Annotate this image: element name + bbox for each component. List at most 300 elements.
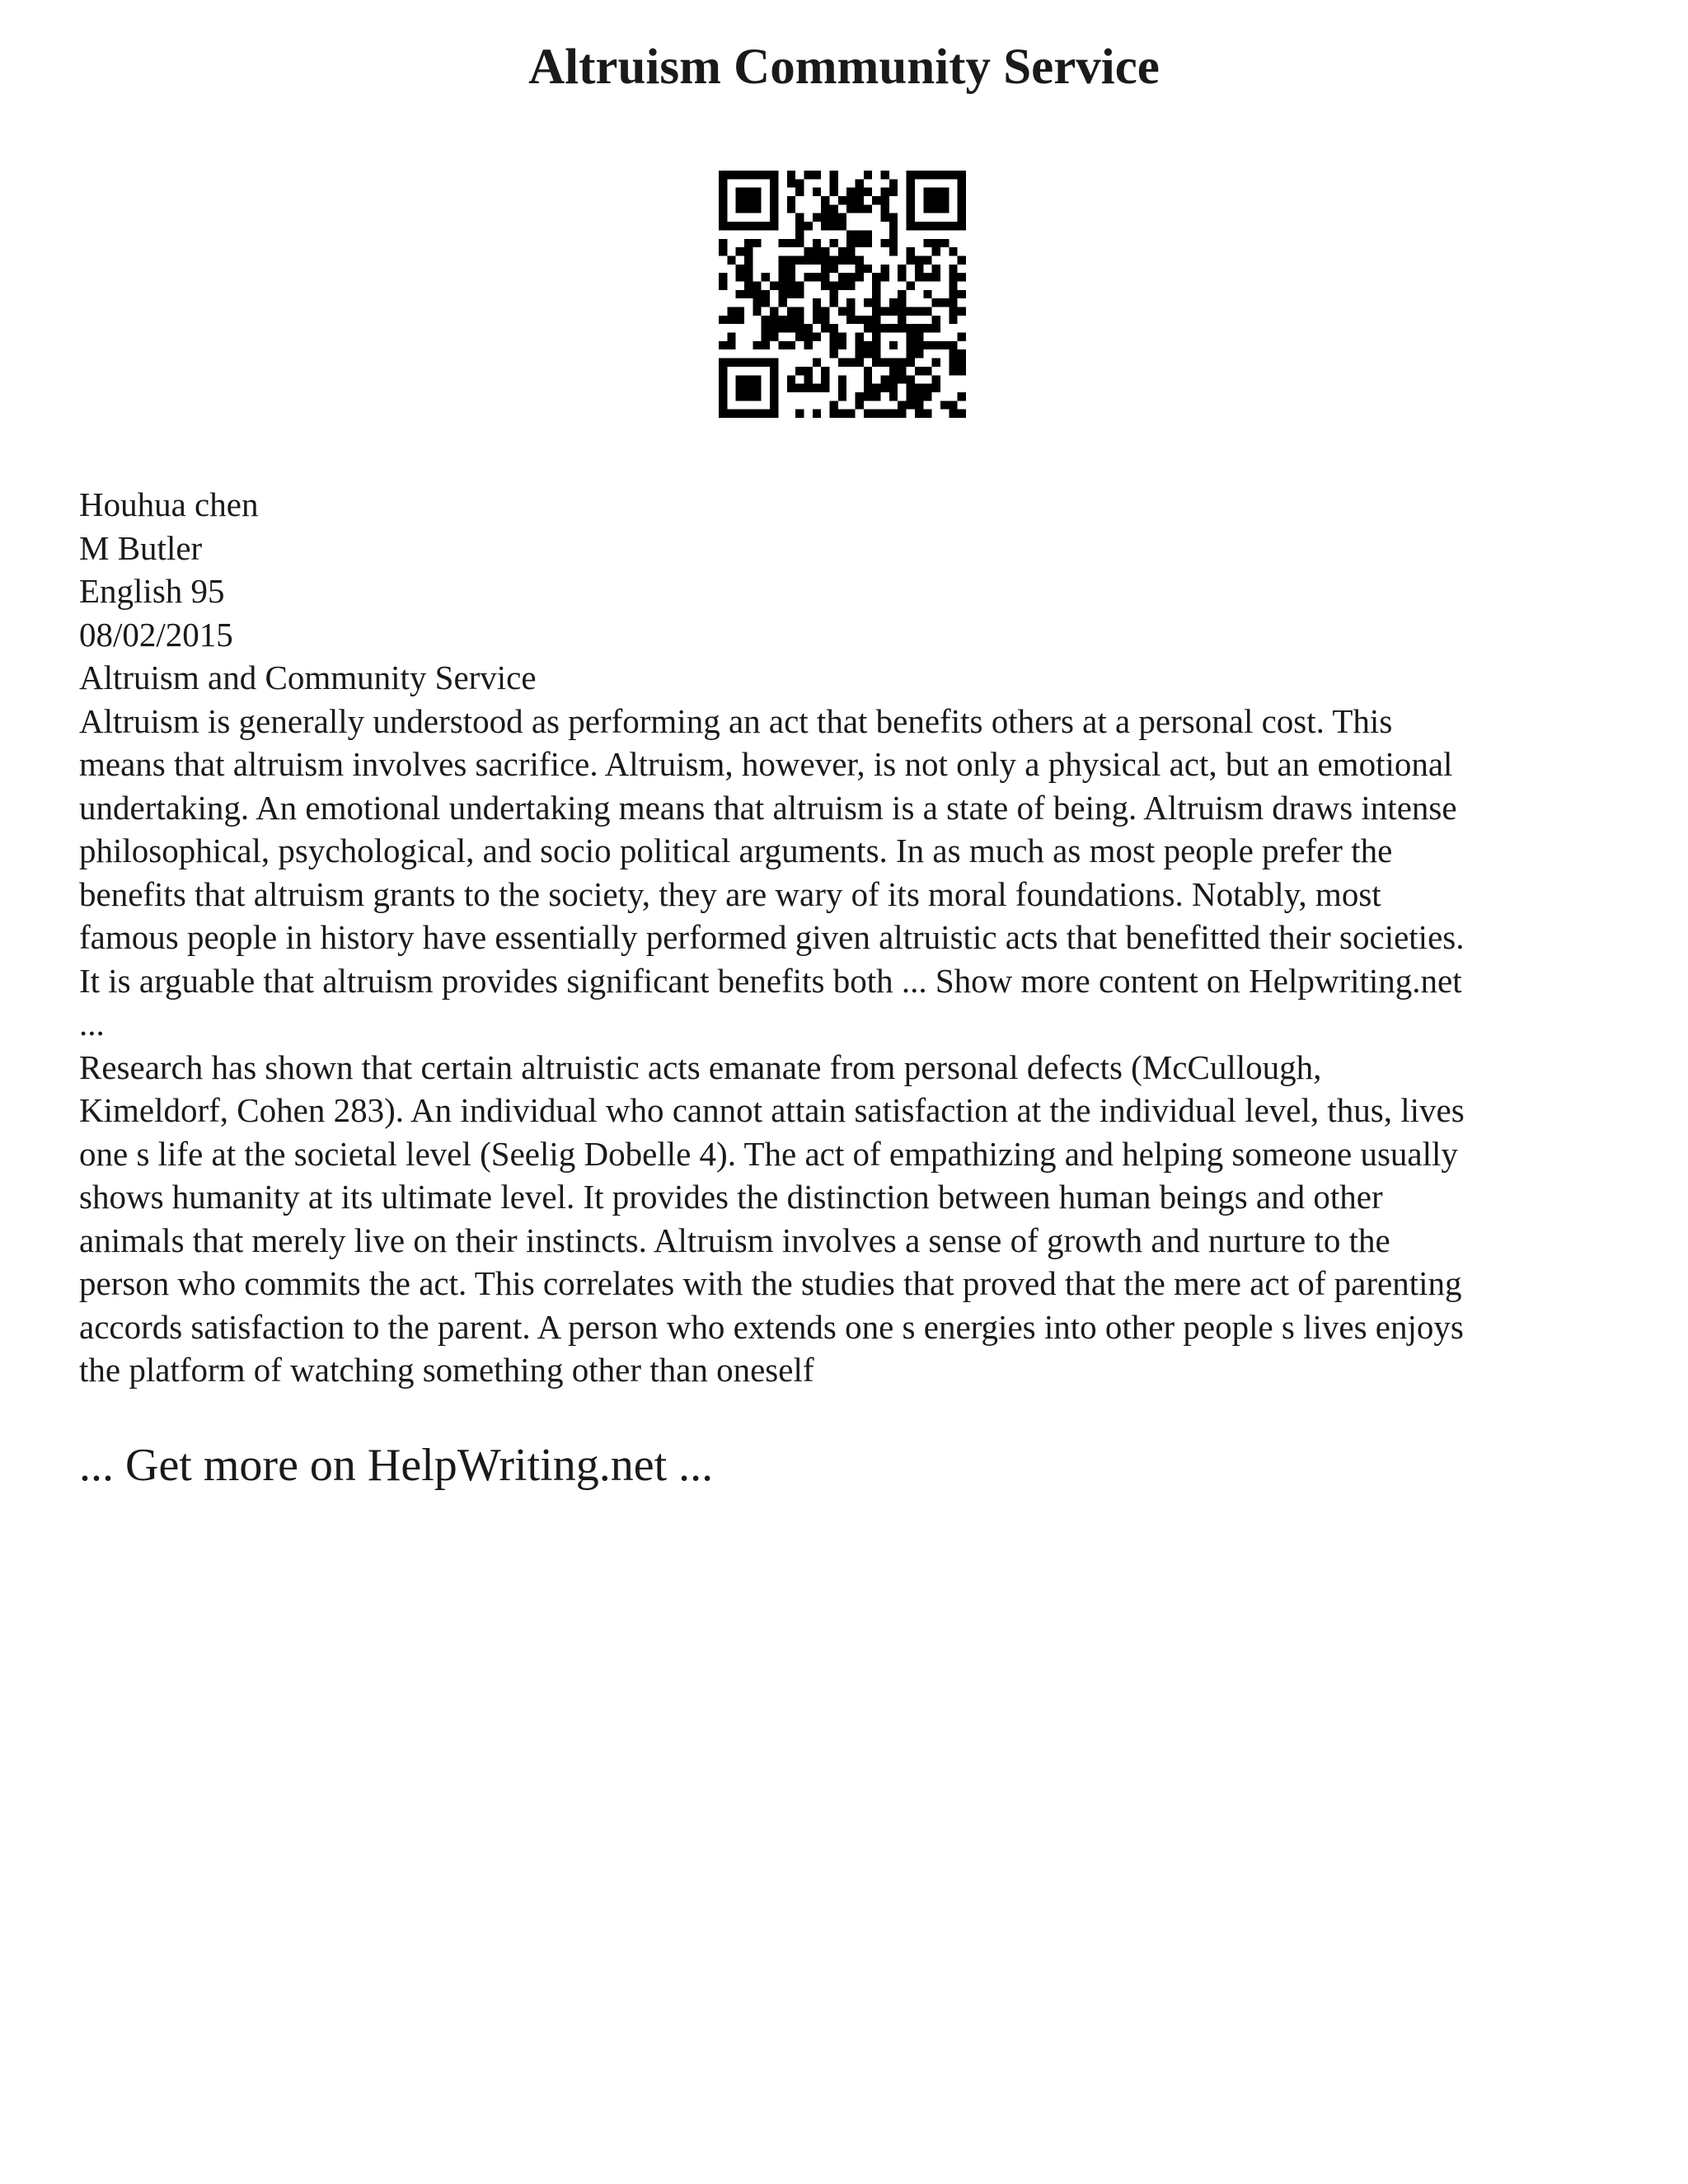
qr-module (932, 222, 940, 230)
qr-module (719, 247, 727, 255)
qr-module (829, 222, 837, 230)
qr-module (864, 384, 872, 392)
qr-module (856, 316, 864, 324)
qr-module (753, 204, 761, 213)
qr-module (958, 255, 966, 264)
qr-module (744, 204, 753, 213)
qr-module (907, 384, 915, 392)
qr-module (744, 196, 753, 204)
qr-module (889, 384, 898, 392)
qr-module (727, 316, 735, 324)
qr-module (838, 255, 846, 264)
qr-module (898, 265, 906, 273)
paragraph-1-line: Altruism is generally understood as performing an act that benefits others at a personal cost. This (79, 701, 1393, 740)
qr-module (804, 367, 812, 375)
qr-module (864, 410, 872, 418)
qr-module (856, 188, 864, 196)
qr-module (719, 392, 727, 401)
qr-module (795, 255, 804, 264)
qr-module (881, 188, 889, 196)
qr-module (719, 222, 727, 230)
qr-module (795, 281, 804, 289)
qr-module (736, 375, 744, 383)
qr-module (949, 281, 957, 289)
qr-module (821, 204, 829, 213)
qr-module (958, 222, 966, 230)
qr-module (795, 290, 804, 298)
qr-module (778, 316, 786, 324)
qr-module (727, 222, 735, 230)
paragraph-2-line: the platform of watching something other than oneself (79, 1351, 814, 1389)
qr-module (856, 230, 864, 238)
qr-module (821, 384, 829, 392)
qr-module (821, 324, 829, 332)
qr-module (795, 307, 804, 316)
qr-module (787, 307, 795, 316)
qr-module (898, 367, 906, 375)
qr-module (856, 179, 864, 187)
qr-module (846, 188, 855, 196)
qr-module (770, 316, 778, 324)
qr-module (744, 281, 753, 289)
qr-module (940, 341, 949, 349)
paragraph-2-line: one s life at the societal level (Seelig Dobelle 4). The act of empathizing and helping someone usually (79, 1134, 1458, 1173)
qr-module (907, 255, 915, 264)
qr-module (838, 333, 846, 341)
qr-module (856, 333, 864, 341)
qr-module (846, 247, 855, 255)
qr-module (940, 204, 949, 213)
qr-module (753, 392, 761, 401)
qr-module (778, 265, 786, 273)
qr-module (804, 255, 812, 264)
qr-module (846, 359, 855, 367)
qr-module (813, 213, 821, 222)
qr-module (719, 188, 727, 196)
qr-module (864, 392, 872, 401)
qr-module (770, 307, 778, 316)
qr-module (907, 213, 915, 222)
qr-module (813, 359, 821, 367)
essay-title: Altruism and Community Service (79, 658, 537, 696)
qr-module (829, 188, 837, 196)
qr-module (762, 290, 770, 298)
qr-module (923, 188, 931, 196)
qr-module (958, 307, 966, 316)
qr-module (762, 333, 770, 341)
qr-module (753, 290, 761, 298)
qr-module (889, 307, 898, 316)
qr-module (923, 255, 931, 264)
qr-module (744, 392, 753, 401)
qr-module (813, 298, 821, 307)
qr-module (762, 222, 770, 230)
qr-module (872, 290, 880, 298)
qr-module (762, 316, 770, 324)
qr-module (727, 333, 735, 341)
qr-module (949, 171, 957, 179)
qr-module (744, 255, 753, 264)
qr-module (838, 273, 846, 281)
qr-module (864, 367, 872, 375)
qr-module (856, 349, 864, 358)
qr-module (915, 273, 923, 281)
paragraph-1-line: famous people in history have essentially performed given altruistic acts that benefitted their societies. (79, 918, 1465, 956)
qr-module (795, 324, 804, 332)
qr-module (881, 375, 889, 383)
qr-module (907, 341, 915, 349)
qr-module (940, 222, 949, 230)
qr-module (846, 230, 855, 238)
qr-module (762, 324, 770, 332)
paragraph-1-line: means that altruism involves sacrifice. Altruism, however, is not only a physical act, but an emotional (79, 745, 1453, 783)
qr-module (838, 281, 846, 289)
qr-module (915, 410, 923, 418)
qr-module (940, 239, 949, 247)
qr-module (736, 196, 744, 204)
qr-module (932, 384, 940, 392)
qr-module (958, 359, 966, 367)
qr-module (744, 265, 753, 273)
qr-module (846, 204, 855, 213)
qr-module (958, 367, 966, 375)
qr-module (958, 349, 966, 358)
qr-module (958, 171, 966, 179)
qr-module (770, 333, 778, 341)
qr-module (829, 401, 837, 409)
qr-module (804, 222, 812, 230)
qr-module (829, 213, 837, 222)
qr-module (762, 359, 770, 367)
qr-module (787, 341, 795, 349)
qr-module (736, 247, 744, 255)
qr-module (778, 341, 786, 349)
qr-module (787, 375, 795, 383)
qr-module (770, 401, 778, 409)
qr-module (846, 298, 855, 307)
qr-module (813, 273, 821, 281)
qr-module (915, 384, 923, 392)
qr-module (719, 171, 727, 179)
qr-module (787, 171, 795, 179)
course-name: English 95 (79, 572, 225, 610)
qr-module (787, 384, 795, 392)
qr-module (907, 196, 915, 204)
qr-module (821, 316, 829, 324)
qr-module (949, 298, 957, 307)
qr-module (736, 204, 744, 213)
qr-module (932, 375, 940, 383)
qr-module (813, 307, 821, 316)
qr-module (949, 316, 957, 324)
qr-module (898, 375, 906, 383)
qr-module (762, 341, 770, 349)
qr-module (744, 384, 753, 392)
qr-module (787, 290, 795, 298)
qr-module (958, 204, 966, 213)
qr-module (949, 359, 957, 367)
qr-module (736, 359, 744, 367)
qr-module (753, 341, 761, 349)
qr-module (762, 410, 770, 418)
qr-module (949, 265, 957, 273)
qr-module (881, 213, 889, 222)
qr-module (770, 359, 778, 367)
page-title: Altruism Community Service (528, 40, 1160, 95)
qr-module (872, 359, 880, 367)
qr-module (949, 273, 957, 281)
qr-module (923, 410, 931, 418)
qr-module (770, 204, 778, 213)
qr-module (719, 213, 727, 222)
qr-module (719, 273, 727, 281)
qr-module (795, 316, 804, 324)
qr-module (795, 222, 804, 230)
qr-module (813, 333, 821, 341)
qr-module (923, 222, 931, 230)
qr-module (872, 333, 880, 341)
qr-module (932, 359, 940, 367)
qr-module (829, 341, 837, 349)
qr-module (907, 349, 915, 358)
qr-module (958, 290, 966, 298)
qr-module (915, 333, 923, 341)
qr-module (829, 179, 837, 187)
qr-module (958, 410, 966, 418)
paragraph-1-line: benefits that altruism grants to the society, they are wary of its moral foundations. Notably, most (79, 874, 1381, 913)
qr-module (846, 239, 855, 247)
qr-module (727, 171, 735, 179)
qr-module (736, 273, 744, 281)
qr-module (744, 359, 753, 367)
qr-module (923, 392, 931, 401)
qr-module (804, 333, 812, 341)
qr-module (898, 401, 906, 409)
author-name: Houhua chen (79, 485, 259, 523)
qr-module (719, 204, 727, 213)
get-more-link[interactable]: ... Get more on HelpWriting.net ... (79, 1440, 714, 1491)
qr-module (881, 239, 889, 247)
qr-module (898, 298, 906, 307)
qr-module (872, 410, 880, 418)
qr-module (787, 281, 795, 289)
qr-code-graphic (719, 171, 966, 418)
qr-module (804, 324, 812, 332)
qr-module (940, 196, 949, 204)
qr-module (762, 171, 770, 179)
qr-module (864, 349, 872, 358)
qr-module (736, 307, 744, 316)
qr-module (813, 188, 821, 196)
qr-module (744, 222, 753, 230)
qr-module (719, 281, 727, 289)
qr-module (856, 255, 864, 264)
qr-module (864, 239, 872, 247)
qr-module (872, 341, 880, 349)
paragraph-1-line: philosophical, psychological, and socio political arguments. In as much as most people prefer the (79, 832, 1393, 869)
qr-module (864, 188, 872, 196)
qr-module (821, 196, 829, 204)
qr-module (744, 171, 753, 179)
qr-module (770, 384, 778, 392)
qr-module (923, 204, 931, 213)
qr-module (864, 375, 872, 383)
qr-module (804, 341, 812, 349)
paragraph-1-line: It is arguable that altruism provides significant benefits both ... Show more content on Helpwriting.net (79, 961, 1462, 1000)
qr-module (932, 324, 940, 332)
qr-module (915, 367, 923, 375)
qr-module (923, 324, 931, 332)
qr-module (881, 307, 889, 316)
qr-module (856, 265, 864, 273)
qr-module (787, 265, 795, 273)
qr-module (932, 188, 940, 196)
qr-module (949, 367, 957, 375)
qr-module (864, 265, 872, 273)
qr-module (821, 307, 829, 316)
qr-module (872, 349, 880, 358)
qr-module (753, 188, 761, 196)
qr-module (753, 307, 761, 316)
qr-module (846, 281, 855, 289)
qr-module (915, 392, 923, 401)
qr-module (881, 324, 889, 332)
qr-module (872, 307, 880, 316)
qr-module (915, 265, 923, 273)
instructor-name: M Butler (79, 528, 203, 567)
qr-module (898, 290, 906, 298)
qr-module (881, 410, 889, 418)
qr-module (898, 316, 906, 324)
qr-module (923, 384, 931, 392)
qr-module (821, 222, 829, 230)
qr-module (923, 341, 931, 349)
qr-module (821, 375, 829, 383)
qr-module (838, 384, 846, 392)
qr-module (889, 298, 898, 307)
qr-module (762, 273, 770, 281)
qr-module (838, 359, 846, 367)
qr-module (719, 239, 727, 247)
qr-module (795, 367, 804, 375)
qr-module (821, 265, 829, 273)
qr-module (907, 307, 915, 316)
qr-module (736, 410, 744, 418)
qr-module (872, 281, 880, 289)
qr-module (778, 290, 786, 298)
qr-module (829, 290, 837, 298)
qr-module (889, 230, 898, 238)
qr-module (881, 384, 889, 392)
qr-module (958, 196, 966, 204)
qr-module (923, 307, 931, 316)
qr-code-icon (719, 171, 966, 418)
qr-module (881, 196, 889, 204)
paragraph-2-line: accords satisfaction to the parent. A person who extends one s energies into other people s lives enjoys (79, 1307, 1464, 1346)
qr-module (923, 239, 931, 247)
qr-module (753, 196, 761, 204)
qr-module (864, 316, 872, 324)
essay-body (79, 483, 1629, 1392)
qr-module (804, 247, 812, 255)
qr-module (753, 375, 761, 383)
qr-module (753, 298, 761, 307)
qr-module (932, 298, 940, 307)
qr-module (829, 333, 837, 341)
qr-module (744, 239, 753, 247)
qr-module (940, 188, 949, 196)
qr-module (898, 324, 906, 332)
qr-module (736, 188, 744, 196)
qr-module (719, 316, 727, 324)
qr-module (889, 392, 898, 401)
qr-module (923, 367, 931, 375)
qr-module (940, 298, 949, 307)
qr-module (829, 204, 837, 213)
qr-module (770, 375, 778, 383)
qr-module (778, 273, 786, 281)
qr-module (940, 171, 949, 179)
qr-module (744, 410, 753, 418)
qr-module (736, 265, 744, 273)
qr-module (736, 392, 744, 401)
qr-module (838, 222, 846, 230)
qr-module (744, 290, 753, 298)
paragraph-2-line: shows humanity at its ultimate level. It provides the distinction between human beings and other (79, 1178, 1383, 1216)
qr-module (907, 188, 915, 196)
qr-module (932, 265, 940, 273)
qr-module (872, 324, 880, 332)
qr-module (856, 239, 864, 247)
qr-module (846, 410, 855, 418)
qr-module (736, 384, 744, 392)
qr-module (838, 247, 846, 255)
qr-module (795, 213, 804, 222)
qr-module (753, 171, 761, 179)
qr-module (753, 359, 761, 367)
paragraph-1-line: undertaking. An emotional undertaking means that altruism is a state of being. Altruism draws intense (79, 788, 1457, 827)
qr-module (949, 290, 957, 298)
qr-module (907, 333, 915, 341)
qr-module (719, 367, 727, 375)
qr-module (881, 359, 889, 367)
paragraph-2-line: Kimeldorf, Cohen 283). An individual who cannot attain satisfaction at the individual level, thus, lives (79, 1091, 1465, 1129)
qr-module (727, 410, 735, 418)
qr-module (813, 384, 821, 392)
qr-module (753, 410, 761, 418)
qr-module (829, 239, 837, 247)
qr-module (915, 341, 923, 349)
qr-module (907, 171, 915, 179)
qr-module (770, 171, 778, 179)
qr-module (744, 273, 753, 281)
qr-module (949, 349, 957, 358)
qr-module (889, 188, 898, 196)
qr-module (872, 196, 880, 204)
qr-module (889, 359, 898, 367)
qr-module (898, 307, 906, 316)
qr-module (949, 410, 957, 418)
qr-module (727, 307, 735, 316)
qr-module (949, 341, 957, 349)
qr-module (736, 222, 744, 230)
qr-module (915, 222, 923, 230)
qr-module (770, 281, 778, 289)
qr-module (829, 298, 837, 307)
qr-module (872, 273, 880, 281)
qr-module (821, 273, 829, 281)
qr-module (795, 188, 804, 196)
